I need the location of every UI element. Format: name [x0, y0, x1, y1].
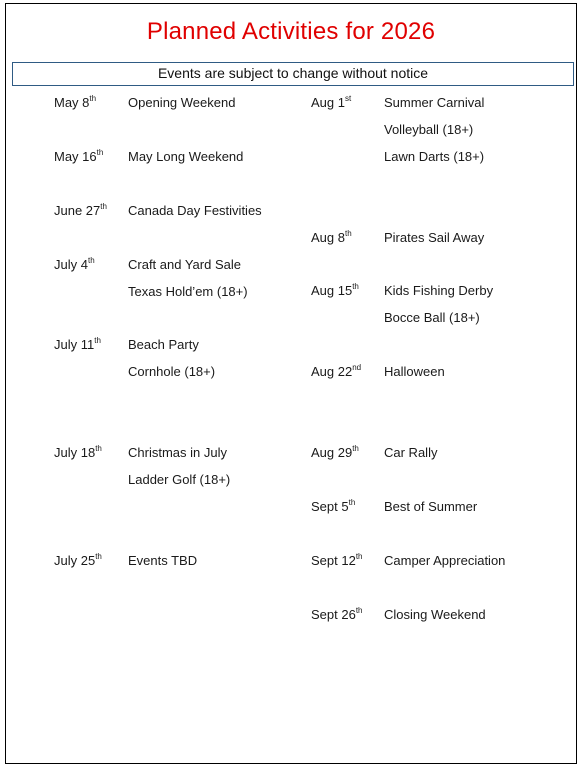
right-date-2: Aug 8th: [311, 228, 352, 245]
right-activity: Bocce Ball (18+): [384, 310, 480, 325]
left-date-1: May 8th: [54, 93, 97, 110]
right-date-6: Sept 5th: [311, 497, 356, 514]
right-activity: Best of Summer: [384, 499, 478, 514]
left-activity: Opening Weekend: [128, 95, 236, 110]
left-date-2: May 16th: [54, 147, 104, 164]
left-activity: Beach Party: [128, 337, 199, 352]
right-activity: Camper Appreciation: [384, 553, 506, 568]
notice-banner: Events are subject to change without notice: [12, 62, 574, 86]
left-activity: Cornhole (18+): [128, 364, 216, 379]
right-date-7: Sept 12th: [311, 551, 363, 568]
left-date-6: July 18th: [54, 443, 102, 460]
right-activity: Closing Weekend: [384, 607, 486, 622]
right-activity: Car Rally: [384, 445, 438, 460]
right-activity: Volleyball (18+): [384, 122, 474, 137]
right-date-5: Aug 29th: [311, 443, 359, 460]
right-activity: Pirates Sail Away: [384, 230, 485, 245]
right-date-1: Aug 1st: [311, 93, 352, 110]
left-activity: May Long Weekend: [128, 149, 244, 164]
page-title: Planned Activities for 2026: [146, 18, 436, 45]
left-date-4: July 4th: [54, 255, 95, 272]
right-activity: Halloween: [384, 364, 445, 379]
left-activity: Christmas in July: [128, 445, 227, 460]
right-activity: Summer Carnival: [384, 95, 485, 110]
right-date-8: Sept 26th: [311, 605, 363, 622]
left-date-5: July 11th: [54, 335, 101, 352]
right-date-3: Aug 15th: [311, 281, 359, 298]
left-date-3: June 27th: [54, 201, 107, 218]
left-activity: Ladder Golf (18+): [128, 472, 231, 487]
right-date-4: Aug 22nd: [311, 362, 362, 379]
left-activity: Canada Day Festivities: [128, 203, 262, 218]
left-activity: Events TBD: [128, 553, 198, 568]
document-page: [5, 3, 577, 764]
right-activity: Lawn Darts (18+): [384, 149, 485, 164]
right-activity: Kids Fishing Derby: [384, 283, 494, 298]
left-activity: Texas Hold’em (18+): [128, 284, 248, 299]
left-date-7: July 25th: [54, 551, 102, 568]
left-activity: Craft and Yard Sale: [128, 257, 241, 272]
